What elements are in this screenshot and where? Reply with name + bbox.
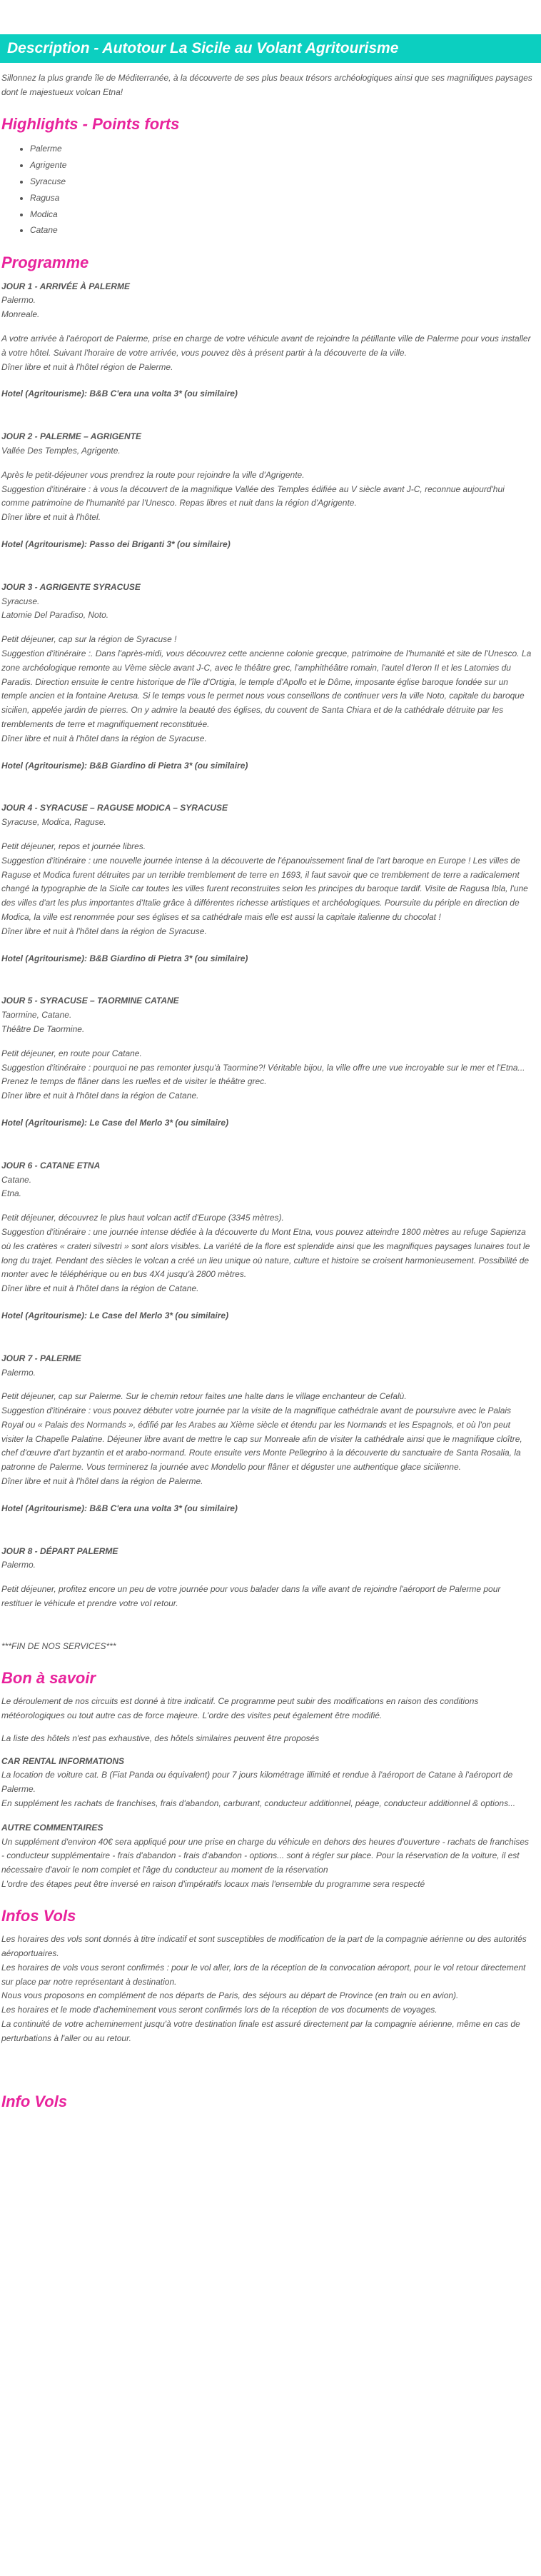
- programme-day: [1, 994, 534, 1130]
- day-hotel: Hotel (Agritourisme): Le Case del Merlo 3* (ou similaire): [1, 1310, 229, 1320]
- day-place: Palermo.: [1, 295, 36, 306]
- day-place: Théâtre De Taormine.: [1, 1023, 85, 1034]
- day-description-line: Après le petit-déjeuner vous prendrez la route pour rejoindre la ville d'Agrigente.: [1, 469, 305, 480]
- programme-day: [1, 1159, 534, 1323]
- day-places: [1, 1558, 534, 1573]
- highlight-item: • Modica: [30, 206, 534, 223]
- page: [0, 34, 541, 2111]
- day-places: [1, 1008, 534, 1037]
- programme-day: [1, 430, 534, 552]
- day-description: [1, 633, 534, 746]
- car-rental-title: CAR RENTAL INFORMATIONS: [1, 1755, 124, 1766]
- day-place: Latomie Del Paradiso, Noto.: [1, 610, 109, 621]
- end-of-services: ***FIN DE NOS SERVICES***: [1, 1640, 116, 1651]
- infos-vols-line: Les horaires de vols vous seront confirmés : pour le vol aller, lors de la réception de la convocation aéroport, pour le vol retour directement sur place par notre représentant à destination.: [1, 1962, 526, 1987]
- day-description-line: Petit déjeuner, en route pour Catane.: [1, 1048, 142, 1058]
- day-title: JOUR 5 - SYRACUSE – TAORMINE CATANE: [1, 996, 179, 1006]
- programme-day: [1, 801, 534, 966]
- day-places: [1, 1366, 534, 1380]
- day-hotel: Hotel (Agritourisme): Le Case del Merlo 3* (ou similaire): [1, 1117, 229, 1128]
- programme-days: [1, 280, 534, 1611]
- day-place: Syracuse.: [1, 596, 40, 606]
- day-place: Etna.: [1, 1188, 22, 1199]
- day-description-line: Dîner libre et nuit à l'hôtel dans la région de Catane.: [1, 1091, 199, 1101]
- programme-day: [1, 280, 534, 402]
- day-description: [1, 332, 534, 374]
- highlight-item: • Palerme: [30, 141, 534, 157]
- day-places: [1, 444, 534, 458]
- day-places: [1, 595, 534, 623]
- day-title: JOUR 2 - PALERME – AGRIGENTE: [1, 431, 142, 442]
- day-places: [1, 816, 534, 830]
- highlight-item: • Ragusa: [30, 190, 534, 206]
- day-description-line: Dîner libre et nuit à l'hôtel dans la région de Syracuse.: [1, 926, 207, 936]
- infos-vols-line: Les horaires des vols sont donnés à titre indicatif et sont susceptibles de modification de la part de la compagnie aérienne ou des autorités aéroportuaires.: [1, 1934, 527, 1959]
- day-description-line: Dîner libre et nuit à l'hôtel dans la région de Syracuse.: [1, 733, 207, 743]
- day-description: [1, 1047, 534, 1103]
- day-description-line: Suggestion d'itinéraire :. Dans l'après-midi, vous découvrez cette ancienne colonie grecque, patrimoine de l'humanité et site de l'Unesco. La zone archéologique remonte au Vème siècle avant J-C, avec le théâtre grec, l'amphithéâtre romain, l'autel d'Ieron II et les Latomies du Paradis. Direction ensuite le centre historique de l'île d'Ortigia, le temple d'Apollo et le Dôme, imposante église baroque fondée sur un temple ancien et la fontaine Aretusa. Si le temps vous le permet nous vous conseillons de continuer vers la ville Noto, capitale du baroque sicilien, appelée jardin de pierres. On y admire la beauté des églises, du couvent de Santa Chiara et de la cathédrale détruite par les tremblements de terre et magnifiquement reconstituée.: [1, 648, 532, 729]
- day-place: Monreale.: [1, 309, 40, 320]
- day-description: [1, 468, 534, 525]
- programme-heading: Programme: [1, 254, 89, 272]
- day-description-line: Petit déjeuner, profitez encore un peu de votre journée pour vous balader dans la ville avant de rejoindre l'aéroport de Palerme pour restituer le véhicule et prendre votre vol retour.: [1, 1584, 501, 1609]
- bon-a-savoir-heading: Bon à savoir: [1, 1668, 96, 1687]
- day-place: Vallée Des Temples, Agrigente.: [1, 446, 121, 456]
- day-description-line: Suggestion d'itinéraire : une journée intense dédiée à la découverte du Mont Etna, vous pouvez atteindre 1800 mètres au refuge Sapienza où les cratères « crateri silvestri » sont alors visibles. La variété de la flore est splendide ainsi que les magnifiques paysages lunaires tout le long du trajet. Pendant des siècles le volcan a créé un lieu unique où nature, culture et histoire se croisent harmonieusement. Possibilité de monter avec le téléphérique ou en bus 4X4 jusqu'à 2800 mètres.: [1, 1226, 530, 1280]
- day-description-line: Suggestion d'itinéraire : vous pouvez débuter votre journée par la visite de la magnifique cathédrale avant de poursuivre avec le Palais Royal ou « Palais des Normands », édifié par les Arabes au Xième siècle et étendu par les Normands et les Espagnols, et où l'on peut visiter la Chapelle Palatine. Déjeuner libre avant de mettre le cap sur Monreale afin de visiter la cathédrale ainsi que le magnifique cloître, chef d'œuvre d'art byzantin et et arabo-normand. Route ensuite vers Monte Pellegrino à la découverte du sanctuaire de Santa Rosalia, la patronne de Palerme. Vous terminerez la journée avec Mondello pour flâner et déguster une authentique glace sicilienne.: [1, 1405, 522, 1473]
- highlight-item: • Agrigente: [30, 157, 534, 174]
- highlights-list: [1, 141, 534, 239]
- highlight-item: • Syracuse: [30, 174, 534, 190]
- day-places: [1, 294, 534, 322]
- day-hotel: Hotel (Agritourisme): B&B C'era una volta 3* (ou similaire): [1, 389, 238, 399]
- highlight-item: • Catane: [30, 222, 534, 239]
- bon-a-savoir-paragraph-2: La liste des hôtels n'est pas exhaustive, des hôtels similaires peuvent être proposés: [1, 1733, 320, 1743]
- day-description-line: Dîner libre et nuit à l'hôtel.: [1, 512, 101, 523]
- car-rental-line: En supplément les rachats de franchises, frais d'abandon, carburant, conducteur additionnel, péage, conducteur additionnel & options...: [1, 1798, 516, 1808]
- programme-day: [1, 581, 534, 773]
- infos-vols-line: Les horaires et le mode d'acheminement vous seront confirmés lors de la réception de vos documents de voyages.: [1, 2005, 438, 2015]
- day-place: Palermo.: [1, 1560, 36, 1570]
- day-description-line: Dîner libre et nuit à l'hôtel dans la région de Catane.: [1, 1283, 199, 1294]
- infos-vols-line: La continuité de votre acheminement jusqu'à votre destination finale est assuré directement par la compagnie aérienne, même en cas de perturbations à l'aller ou au retour.: [1, 2019, 520, 2043]
- day-hotel: Hotel (Agritourisme): B&B Giardino di Pietra 3* (ou similaire): [1, 953, 248, 963]
- day-hotel: Hotel (Agritourisme): Passo dei Briganti 3* (ou similaire): [1, 539, 231, 550]
- bon-a-savoir-paragraph-1: Le déroulement de nos circuits est donné à titre indicatif. Ce programme peut subir des modifications en raison des conditions météorologiques ou tout autre cas de force majeure. L'ordre des visites peut également être modifié.: [1, 1696, 479, 1720]
- day-description: [1, 1390, 534, 1489]
- day-description-line: Suggestion d'itinéraire : à vous la découvert de la magnifique Vallée des Temples édifiée au V siècle avant J-C, reconnue aujourd'hui comme patrimoine de l'humanité par l'Unesco. Repas libres et nuit dans la région d'Agrigente.: [1, 483, 505, 508]
- day-places: [1, 1173, 534, 1202]
- info-vols-heading: Info Vols: [1, 2092, 68, 2110]
- day-title: JOUR 3 - AGRIGENTE SYRACUSE: [1, 581, 141, 592]
- day-description-line: Dîner libre et nuit à l'hôtel dans la région de Palerme.: [1, 1476, 203, 1487]
- day-place: Catane.: [1, 1174, 32, 1185]
- content: [0, 71, 541, 2111]
- description-banner: Description - Autotour La Sicile au Volant Agritourisme: [0, 34, 541, 63]
- day-description: [1, 1211, 534, 1296]
- day-description: [1, 1583, 534, 1611]
- day-title: JOUR 6 - CATANE ETNA: [1, 1160, 101, 1171]
- car-rental-block: [1, 1755, 534, 1811]
- day-title: JOUR 8 - DÉPART PALERME: [1, 1545, 118, 1556]
- comments-block: [1, 1821, 534, 1892]
- day-hotel: Hotel (Agritourisme): B&B Giardino di Pietra 3* (ou similaire): [1, 760, 248, 771]
- infos-vols-heading: Infos Vols: [1, 1906, 76, 1925]
- day-description-line: Dîner libre et nuit à l'hôtel région de Palerme.: [1, 361, 173, 372]
- day-title: JOUR 7 - PALERME: [1, 1353, 81, 1363]
- day-description-line: Suggestion d'itinéraire : pourquoi ne pas remonter jusqu'à Taormine?! Véritable bijou, la ville offre une vue incroyable sur le mer et l'Etna... Prenez le temps de flâner dans les ruelles et de visiter le théâtre grec.: [1, 1062, 525, 1087]
- comments-line: L'ordre des étapes peut être inversé en raison d'impératifs locaux mais l'ensemble du programme sera respecté: [1, 1878, 425, 1889]
- infos-vols-block: [1, 1933, 534, 2045]
- programme-day: [1, 1545, 534, 1611]
- day-place: Syracuse, Modica, Raguse.: [1, 817, 106, 828]
- day-description-line: Petit déjeuner, cap sur Palerme. Sur le chemin retour faites une halte dans le village enchanteur de Cefalù.: [1, 1391, 407, 1402]
- day-place: Palermo.: [1, 1367, 36, 1378]
- infos-vols-line: Nous vous proposons en complément de nos départs de Paris, des séjours au départ de Province (en train ou en avion).: [1, 1990, 459, 2001]
- day-description-line: Petit déjeuner, découvrez le plus haut volcan actif d'Europe (3345 mètres).: [1, 1213, 284, 1223]
- day-hotel: Hotel (Agritourisme): B&B C'era una volta 3* (ou similaire): [1, 1503, 238, 1513]
- day-description-line: Petit déjeuner, repos et journée libres.: [1, 841, 146, 851]
- day-description-line: Suggestion d'itinéraire : une nouvelle journée intense à la découverte de l'épanouissement final de l'art baroque en Europe ! Les villes de Raguse et Modica furent détruites par un terrible tremblement de terre en 1693, il faut savoir que ce tremblement de terre a radicalement changé la typographie de la Sicile car toutes les villes furent reconstruites selon les principes du baroque tardif. Visite de Ragusa Ibla, l'une des villes d'art les plus importantes d'Italie grâce à différentes richesse artistiques et archéologiques. Poursuite du périple en direction de Modica, la ville est renommée pour ses églises et sa cathédrale mais elle est aussi la capitale italienne du chocolat !: [1, 855, 528, 922]
- comments-title: AUTRE COMMENTAIRES: [1, 1822, 103, 1833]
- comments-line: Un supplément d'environ 40€ sera appliqué pour une prise en charge du véhicule en dehors des heures d'ouverture - rachats de franchises - conducteur supplémentaire - frais d'abandon - frais d'abandon - options... sont à régler sur place. Pour la réservation de la voiture, il est nécessaire d'avoir le nom complet et l'âge du conducteur au moment de la réservation: [1, 1836, 530, 1875]
- intro-text: Sillonnez la plus grande île de Méditerranée, à la découverte de ses plus beaux trésors archéologiques ainsi que ses magnifiques paysages dont le majestueux volcan Etna!: [1, 73, 532, 98]
- day-description: [1, 840, 534, 939]
- programme-day: [1, 1352, 534, 1516]
- car-rental-line: La location de voiture cat. B (Fiat Panda ou équivalent) pour 7 jours kilométrage illimité et rendue à l'aéroport de Catane à l'aéroport de Palerme.: [1, 1770, 513, 1795]
- day-description-line: Petit déjeuner, cap sur la région de Syracuse !: [1, 634, 177, 645]
- day-title: JOUR 1 - ARRIVÉE À PALERME: [1, 281, 131, 291]
- day-description-line: A votre arrivée à l'aéroport de Palerme, prise en charge de votre véhicule avant de rejoindre la pétillante ville de Palerme pour vous installer à votre hôtel. Suivant l'horaire de votre arrivée, vous pouvez dès à présent partir à la découverte de la ville.: [1, 334, 531, 358]
- highlights-heading: Highlights - Points forts: [1, 114, 180, 133]
- day-place: Taormine, Catane.: [1, 1010, 72, 1021]
- day-title: JOUR 4 - SYRACUSE – RAGUSE MODICA – SYRACUSE: [1, 803, 228, 813]
